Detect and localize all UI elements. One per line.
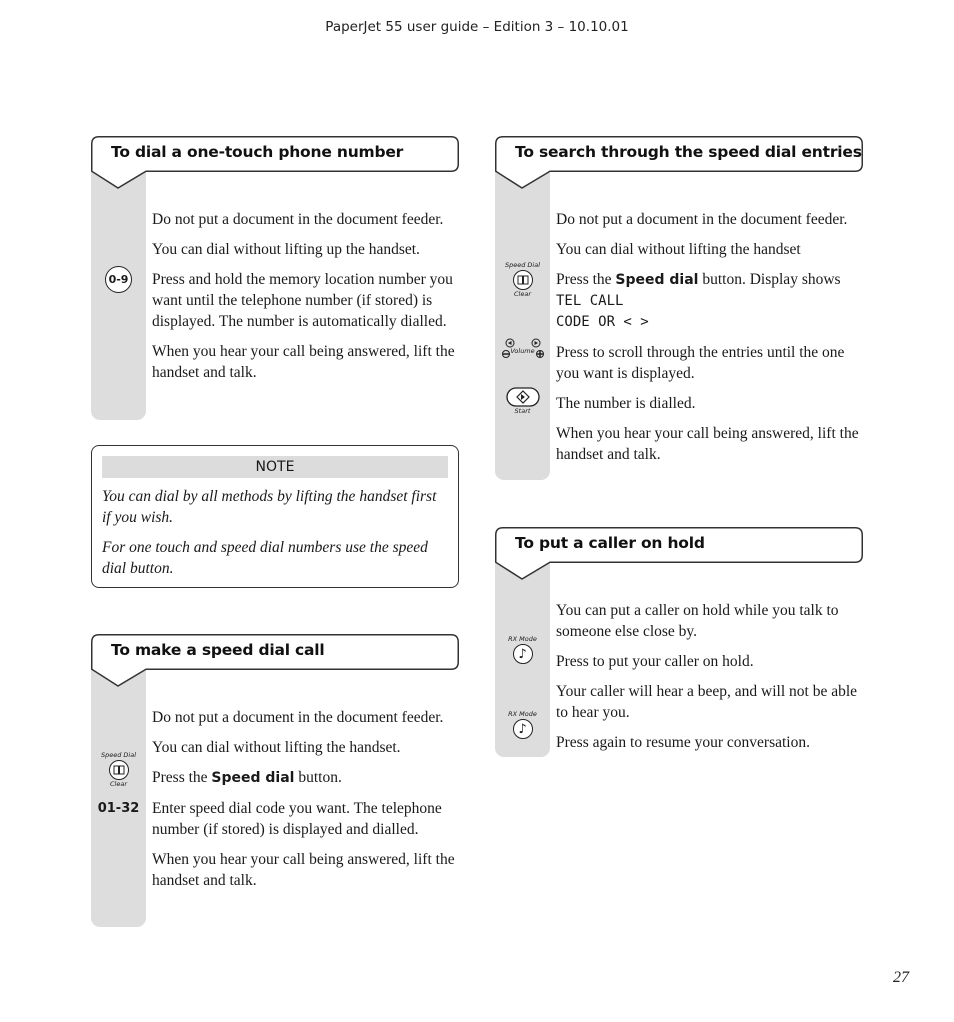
step-text: When you hear your call being answered, lift the handset and talk. [152,343,455,381]
step-text: When you hear your call being answered, lift the handset and talk. [556,425,859,463]
step-text: Do not put a document in the document feeder. [152,211,444,228]
section-title: To make a speed dial call [111,641,325,659]
rx-mode-key-icon [495,635,550,664]
speed-dial-label: Speed Dial [504,261,541,269]
page-header: PaperJet 55 user guide – Edition 3 – 10.10.01 [325,19,629,35]
section-title: To put a caller on hold [515,534,705,552]
speed-dial-key-icon [495,261,550,299]
volume-scroll-keys-icon [495,338,550,356]
step-text: Do not put a document in the document feeder. [556,211,848,228]
step-text: You can dial without lifting up the handset. [152,241,420,258]
key-0-9: 0-9 [105,266,132,293]
step-text: Your caller will hear a beep, and will not be able to hear you. [556,683,858,721]
step-text: Enter speed dial code you want. The telephone number (if stored) is displayed and dialled. [152,800,442,838]
display-text: TEL CALL [556,293,624,309]
icon-column [495,172,550,480]
book-icon [513,270,533,290]
section-title-box [91,634,459,670]
speed-dial-label: Speed Dial [100,751,137,759]
memory-key-icon [91,266,146,293]
rx-mode-key-icon [495,710,550,739]
section-title-box [91,136,459,172]
section-title: To dial a one-touch phone number [111,143,404,161]
page-number: 27 [893,969,909,986]
rx-mode-label: RX Mode [508,635,537,643]
icon-column [91,172,146,420]
step-text: When you hear your call being answered, lift the handset and talk. [152,851,455,889]
step-text: Press the [152,769,212,786]
step-text: button. [294,769,342,786]
step-text: button. Display shows [698,271,841,288]
step-text: Press the [556,271,616,288]
book-icon [109,760,129,780]
section-title-box [495,527,863,563]
start-key-icon [495,387,550,416]
display-text: CODE OR < > [556,314,649,330]
start-label: Start [514,407,531,415]
music-note-icon: ♪ [513,719,533,739]
step-text: Press and hold the memory location number you want until the telephone number (if stored) is displayed. The number is automatically dialled. [152,271,453,330]
step-text: Press to put your caller on hold. [556,653,754,670]
note-heading: NOTE [102,456,448,478]
step-text: The number is dialled. [556,395,696,412]
step-text: Press again to resume your conversation. [556,734,810,751]
clear-label: Clear [110,780,127,788]
note-box [91,445,459,588]
section-title: To search through the speed dial entries [515,143,862,161]
button-name: Speed dial [211,770,295,786]
button-name: Speed dial [615,272,699,288]
section-title-box [495,136,863,172]
step-text: Do not put a document in the document feeder. [152,709,444,726]
note-text: For one touch and speed dial numbers use the speed dial button. [102,539,428,577]
step-text: You can dial without lifting the handset [556,241,801,258]
rx-mode-label: RX Mode [508,710,537,718]
music-note-icon: ♪ [513,644,533,664]
step-text: You can dial without lifting the handset. [152,739,401,756]
speed-dial-key-icon [91,751,146,789]
clear-label: Clear [514,290,531,298]
volume-label: Volume [510,347,535,355]
step-text: You can put a caller on hold while you talk to someone else close by. [556,602,839,640]
code-range-label [91,798,146,819]
note-text: You can dial by all methods by lifting the handset first if you wish. [102,488,437,526]
step-text: Press to scroll through the entries until the one you want is displayed. [556,344,845,382]
speed-dial-code-range: 01-32 [97,801,140,816]
